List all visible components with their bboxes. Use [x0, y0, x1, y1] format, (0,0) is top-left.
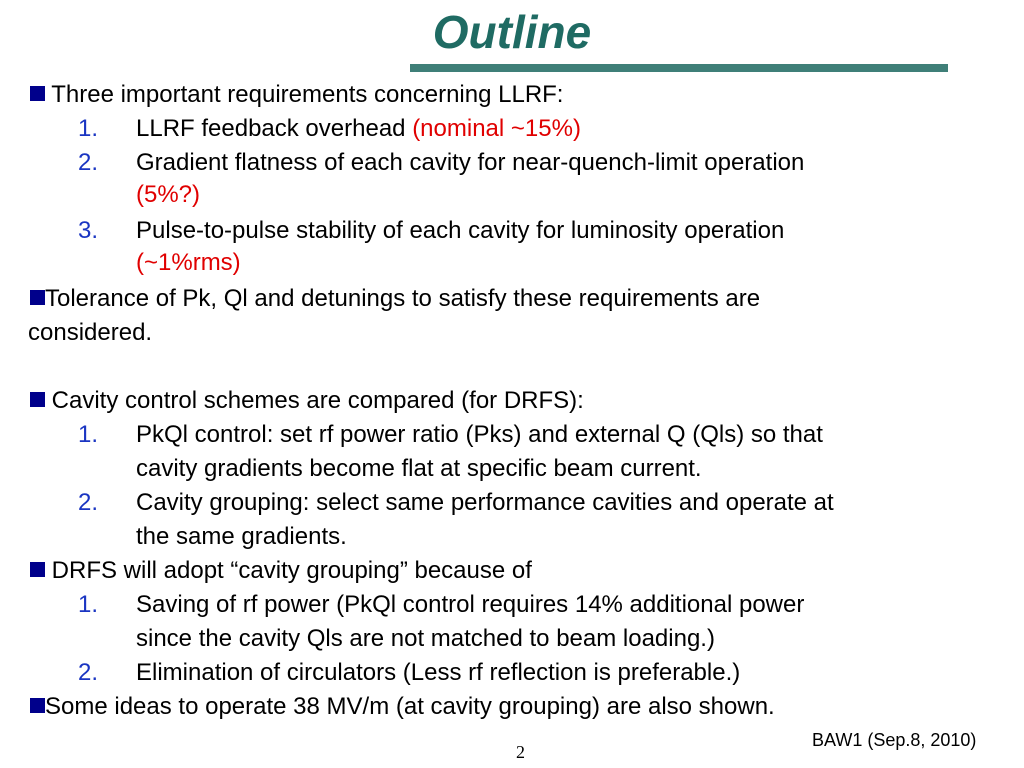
highlight-value: (nominal ~15%) — [412, 115, 581, 142]
list-item-feedback-overhead — [136, 112, 581, 146]
section-ideas — [30, 690, 775, 724]
list-number: 2. — [78, 149, 99, 176]
square-bullet-icon — [30, 562, 45, 577]
slide-title: Outline — [432, 6, 592, 58]
bullet-text-continuation: considered. — [28, 319, 153, 346]
bullet-text: Three important requirements concerning LLRF: — [51, 81, 564, 108]
list-item-cavity-grouping: Cavity grouping: select same performance cavities and operate at — [136, 489, 834, 516]
list-number: 1. — [78, 591, 99, 618]
square-bullet-icon — [30, 392, 45, 407]
list-number: 3. — [78, 217, 99, 244]
list-item-circulator-elimination: Elimination of circulators (Less rf reflection is preferable.) — [136, 659, 741, 686]
highlight-value: (5%?) — [136, 181, 201, 208]
bullet-text: Cavity control schemes are compared (for DRFS): — [51, 387, 584, 414]
section-control-schemes-heading — [30, 384, 584, 418]
section-drfs-adoption-heading — [30, 554, 532, 588]
list-item-text: LLRF feedback overhead — [136, 115, 413, 142]
list-item-rf-power-saving: Saving of rf power (PkQl control requires 14% additional power — [136, 591, 805, 618]
list-item-continuation: since the cavity Qls are not matched to beam loading.) — [136, 625, 715, 652]
square-bullet-icon — [30, 290, 45, 305]
list-item-continuation: cavity gradients become flat at specific beam current. — [136, 455, 702, 482]
section-requirements-heading — [30, 78, 563, 112]
square-bullet-icon — [30, 698, 45, 713]
list-number: 1. — [78, 115, 99, 142]
bullet-text: Some ideas to operate 38 MV/m (at cavity grouping) are also shown. — [45, 693, 775, 720]
bullet-text: Tolerance of Pk, Ql and detunings to satisfy these requirements are — [45, 285, 761, 312]
list-number: 1. — [78, 421, 99, 448]
page-number: 2 — [516, 742, 525, 762]
list-item-pkql-control: PkQl control: set rf power ratio (Pks) and external Q (Qls) so that — [136, 421, 823, 448]
footer-reference: BAW1 (Sep.8, 2010) — [812, 730, 977, 750]
square-bullet-icon — [30, 86, 45, 101]
section-tolerance — [30, 282, 760, 316]
list-item-continuation: the same gradients. — [136, 523, 347, 550]
bullet-text: DRFS will adopt “cavity grouping” because of — [51, 557, 532, 584]
list-item-gradient-flatness: Gradient flatness of each cavity for near-quench-limit operation — [136, 149, 805, 176]
list-number: 2. — [78, 659, 99, 686]
list-item-pulse-stability: Pulse-to-pulse stability of each cavity for luminosity operation — [136, 217, 785, 244]
highlight-value: (~1%rms) — [136, 249, 241, 276]
list-number: 2. — [78, 489, 99, 516]
